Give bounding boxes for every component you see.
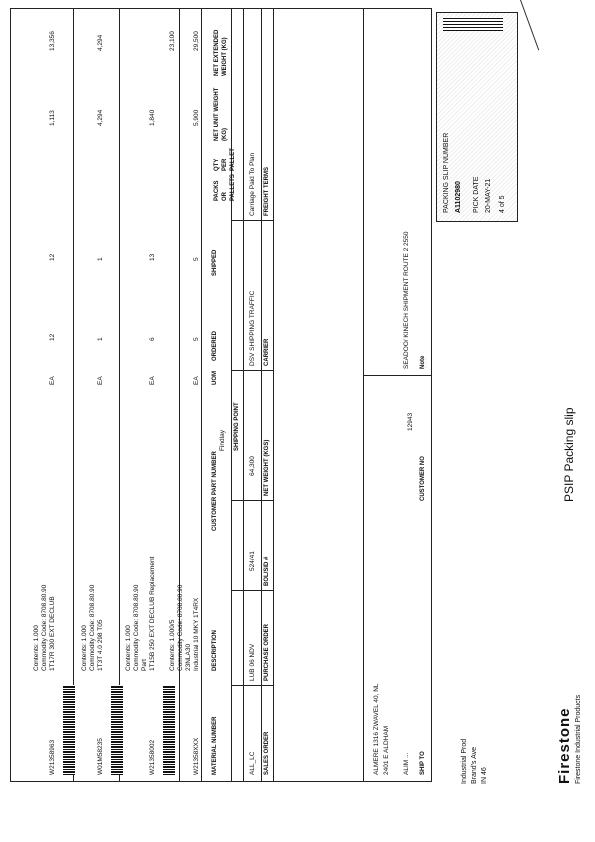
purchase-order: LUB 06 NDV	[249, 643, 256, 681]
consignee-label: Note	[420, 355, 426, 369]
return-address-line: Industrial Prod	[461, 738, 468, 784]
row-description: Part	[141, 659, 148, 671]
col-ordered: ORDERED	[212, 330, 218, 361]
bol: 524/41	[249, 551, 256, 571]
barcode	[111, 685, 123, 775]
sales-order-label: SALES ORDER	[264, 731, 270, 775]
material-number: W21358002	[149, 739, 156, 775]
row-description: Contents: 1.000/5	[169, 619, 176, 671]
consignee-line: SEADOO/ KINECH SHIPMENT ROUTE 2 2550	[403, 231, 410, 369]
row-shipped: 1	[97, 257, 104, 261]
packing-slip-header	[436, 12, 518, 222]
customer-no: 12943	[407, 412, 414, 431]
logo-text: Firestone	[556, 707, 573, 784]
company-logo	[556, 695, 582, 784]
bol-label: BOL/SID #	[264, 556, 270, 586]
carrier: DSV SHIPPING TRAFFIC	[249, 290, 256, 366]
row-net-unit: 4,294	[97, 109, 104, 126]
col-customer-part: CUSTOMER PART NUMBER	[212, 451, 218, 531]
header-line: PACKING SLIP NUMBER	[443, 132, 450, 213]
ship-to-line: ALIM ...	[403, 752, 410, 775]
row-ordered: 1	[97, 337, 104, 341]
row-description: 23NLA30	[185, 643, 192, 671]
row-description: Industrial 10 MKY 1T4RX	[193, 597, 200, 671]
row-ordered: 6	[149, 337, 156, 341]
col-description: DESCRIPTION	[212, 629, 218, 671]
col-net-extended: NET EXTENDED WEIGHT (KG)	[214, 29, 228, 76]
row-net-extended: 13,356	[49, 31, 56, 51]
purchase-order-label: PURCHASE ORDER	[264, 623, 270, 681]
row-shipped: 5	[193, 257, 200, 261]
col-uom: UOM	[212, 371, 218, 385]
row-description: Commodity Code: 8708.80.90	[177, 584, 184, 671]
row-net-extended: 29,500	[193, 31, 200, 51]
shipping-point-label: SHIPPING POINT	[234, 402, 240, 451]
freight-terms-label: FREIGHT TERMS	[264, 167, 270, 216]
row-description: 1T15B 250 EXT DECLUB Replacement	[149, 556, 156, 671]
col-shipped: SHIPPED	[212, 249, 218, 276]
row-uom: EA	[97, 376, 104, 385]
pick-date: 20-MAY-21	[485, 178, 492, 213]
barcode	[63, 685, 75, 775]
row-shipped: 13	[149, 253, 156, 261]
row-description: Contents: 1.000	[81, 625, 88, 671]
material-number: W21358963	[49, 739, 56, 775]
row-description: 1T17R 300 EXT DECLUB	[49, 596, 56, 671]
packing-slip-table	[10, 8, 432, 782]
carrier-label: CARRIER	[264, 338, 270, 366]
col-material: MATERIAL NUMBER	[212, 716, 218, 775]
row-uom: EA	[193, 376, 200, 385]
customer-no-label: CUSTOMER NO	[420, 456, 426, 501]
row-ordered: 12	[49, 333, 56, 341]
material-number: W01M58235	[97, 738, 104, 775]
page-title: PSIP Packing slip	[562, 407, 576, 502]
col-packs: PACKS OR PALLETS	[214, 174, 236, 201]
return-address-line: IN 46	[481, 767, 488, 784]
row-net-extended: 23,100	[169, 31, 176, 51]
return-address-line: Brand's Ave	[471, 746, 478, 784]
header-barcode	[443, 17, 503, 31]
net-weight-label: NET WEIGHT (KGS)	[264, 439, 270, 496]
return-address	[460, 664, 490, 784]
row-uom: EA	[149, 376, 156, 385]
row-shipped: 12	[49, 253, 56, 261]
freight-terms: Carriage Paid To Plan	[249, 152, 256, 216]
sales-order: ALL_LC	[249, 751, 256, 775]
row-net-unit: 1,840	[149, 109, 156, 126]
material-number: W21358XXX	[193, 737, 200, 775]
ship-to-line: 2401 E ALDHAM	[383, 725, 390, 775]
row-description: 1T3T 4.0 298 T05	[97, 619, 104, 671]
ship-to-label: SHIP TO	[420, 751, 426, 775]
col-qty-pallet: QTY PER PALLET	[214, 148, 236, 171]
row-ordered: 5	[193, 337, 200, 341]
page-count: 4 of 5	[499, 195, 506, 213]
header-line: PICK DATE	[473, 176, 480, 213]
signature-mark	[518, 0, 539, 50]
barcode	[163, 685, 175, 775]
row-uom: EA	[49, 376, 56, 385]
row-description: Contents: 1.000	[33, 625, 40, 671]
row-description: Commodity Code: 8708.80.90	[41, 584, 48, 671]
row-net-extended: 4,294	[97, 34, 104, 51]
row-net-unit: 5,900	[193, 109, 200, 126]
logo-subtitle: Firestone Industrial Products	[575, 694, 582, 784]
packing-slip-number: A1102980	[455, 181, 462, 213]
row-description: Commodity Code: 8708.80.90	[89, 584, 96, 671]
row-description: Commodity Code: 8708.80.90	[133, 584, 140, 671]
col-net-unit: NET UNIT WEIGHT (KG)	[214, 87, 228, 141]
net-weight: 64,300	[249, 456, 256, 476]
row-description: Contents: 1.000	[125, 625, 132, 671]
row-net-unit: 1,113	[49, 110, 56, 126]
shipping-point: Findlay	[219, 430, 226, 451]
ship-to-line: ALMERE 1316 ZWAVEL 40, NL	[373, 683, 380, 775]
